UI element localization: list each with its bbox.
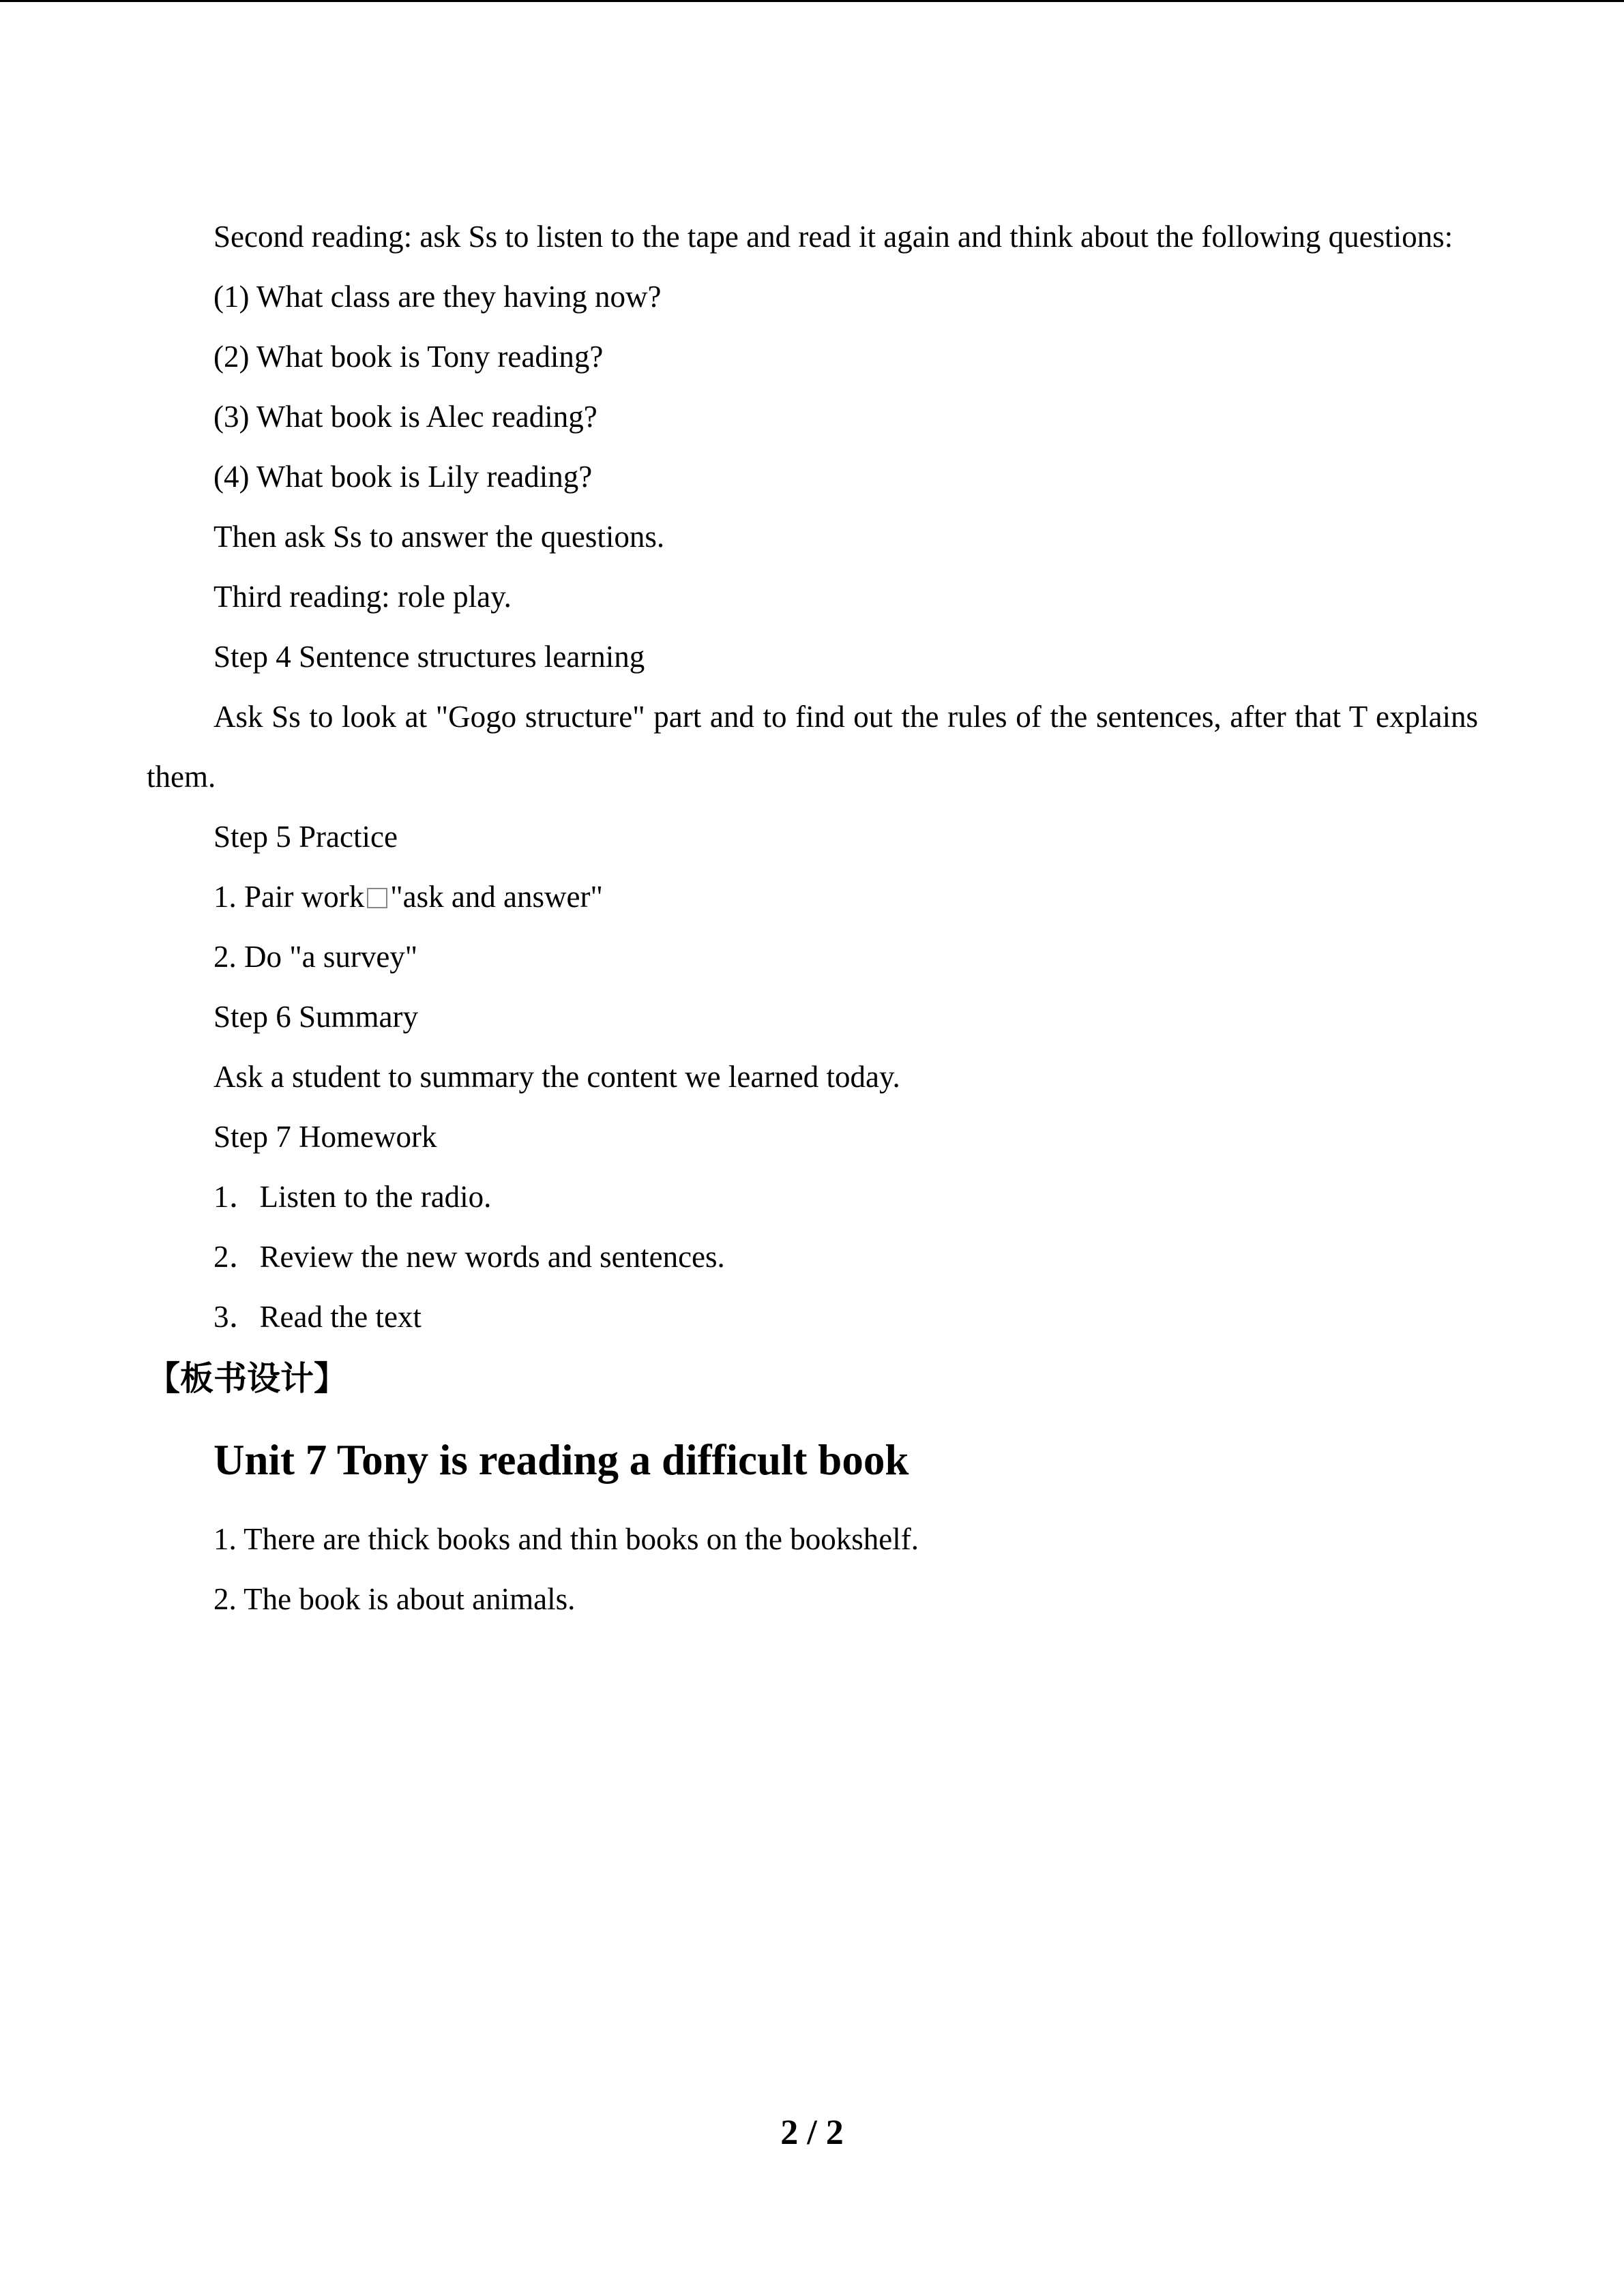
third-reading: Third reading: role play. bbox=[213, 580, 512, 614]
unit-title: Unit 7 Tony is reading a difficult book bbox=[213, 1436, 909, 1484]
homework-item-1: 1．Listen to the radio. bbox=[213, 1180, 492, 1214]
board-line-2: 2. The book is about animals. bbox=[213, 1582, 576, 1616]
answer-instruction: Then ask Ss to answer the questions. bbox=[213, 520, 665, 554]
practice-item-1 bbox=[147, 867, 1478, 927]
board-line-1: 1. There are thick books and thin books on the bookshelf. bbox=[213, 1522, 919, 1556]
board-design-heading: 【板书设计】 bbox=[147, 1359, 348, 1398]
step-5-heading: Step 5 Practice bbox=[213, 820, 398, 854]
practice-item-1-label: 1. Pair work bbox=[213, 880, 365, 914]
missing-glyph-box bbox=[367, 888, 387, 908]
homework-item-2: 2．Review the new words and sentences. bbox=[213, 1240, 725, 1274]
step-7-heading: Step 7 Homework bbox=[213, 1120, 437, 1154]
summary-detail: Ask a student to summary the content we learned today. bbox=[213, 1060, 900, 1094]
second-reading-paragraph: Second reading: ask Ss to listen to the tape and read it again and think about the following questions: bbox=[213, 220, 1453, 254]
question-1: (1) What class are they having now? bbox=[213, 280, 662, 314]
question-3: (3) What book is Alec reading? bbox=[213, 400, 597, 434]
step-6-heading: Step 6 Summary bbox=[213, 1000, 418, 1034]
practice-item-1-activity: "ask and answer" bbox=[390, 880, 603, 914]
step-4-heading: Step 4 Sentence structures learning bbox=[213, 640, 645, 674]
page-content bbox=[147, 207, 1478, 1629]
homework-item-3: 3．Read the text bbox=[213, 1300, 422, 1334]
page-number: 2 / 2 bbox=[780, 2113, 844, 2152]
practice-item-2: 2. Do "a survey" bbox=[213, 940, 418, 974]
step-4-detail: Ask Ss to look at "Gogo structure" part and to find out the rules of the sentences, after that T explains them. bbox=[147, 700, 1478, 794]
question-2: (2) What book is Tony reading? bbox=[213, 340, 604, 374]
question-4: (4) What book is Lily reading? bbox=[213, 460, 593, 494]
